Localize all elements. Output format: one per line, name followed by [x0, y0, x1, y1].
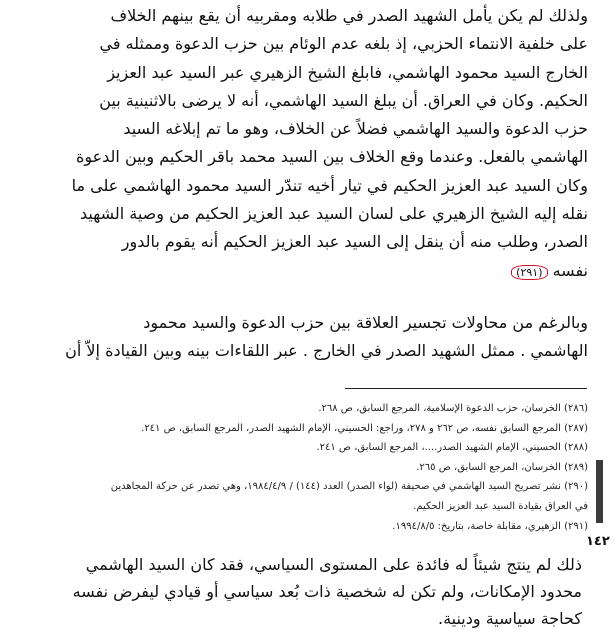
text-line: حزب الدعوة والسيد الهاشمي فضلاً عن الخلاف، وهو ما تم إبلاغه السيد: [123, 119, 588, 139]
text-line: الهاشمي . ممثل الشهيد الصدر في الخارج . عبر اللقاءات بينه وبين القيادة إلاّ أن: [65, 341, 588, 361]
footnote: (٢٨٧) المرجع السابق نفسه، ص ٢٦٢ و ٢٧٨، وراجع: الحسيني، الإمام الشهيد الصدر، المرجع السابق، ص ٢٤١.: [141, 422, 588, 434]
footnote: (٢٨٩) الخرسان، المرجع السابق، ص ٢٦٥.: [416, 461, 588, 473]
text-line: الصدر، وطلب منه أن ينقل إلى السيد عبد العزيز الحكيم أنه يقوم بالدور: [121, 232, 588, 252]
footnote: (٢٨٦) الخرسان، حزب الدعوة الإسلامية، المرجع السابق، ص ٢٦٨.: [318, 403, 588, 414]
text-line: ذلك لم ينتج شيئاً له فائدة على المستوى السياسي، فقد كان السيد الهاشمي: [85, 555, 582, 574]
footnote-reference[interactable]: (٢٩١): [511, 265, 547, 280]
text-line: ولذلك لم يكن يأمل الشهيد الصدر في طلابه ومقربيه أن يقع بينهم الخلاف: [110, 6, 588, 25]
text-line: كحاجة سياسية ودينية.: [437, 609, 582, 628]
text-line: الخارج السيد محمود الهاشمي، فابلغ الشيخ الزهيري عبر السيد عبد العزيز: [107, 62, 588, 82]
next-page-paragraph: [14, 551, 582, 632]
second-paragraph: [14, 309, 588, 366]
text-line: نقله إليه الشيخ الزهيري على لسان السيد عبد العزيز الحكيم من وصية الشهيد: [79, 204, 588, 224]
text-line-last: [14, 257, 588, 287]
footnote: في العراق بقيادة السيد عبد العزيز الحكيم.: [413, 500, 588, 512]
footnote: (٢٩٠) نشر تصريح السيد الهاشمي في صحيفة (لواء الصدر) العدد (١٤٤) / ١٩٨٤/٤/٩، وهي تصدر عن حركة المجاهدين: [110, 481, 588, 493]
text-line: محدود الإمكانات، ولم تكن له شخصية ذات بُعد سياسي أو قيادي ليفرض نفسه: [72, 582, 582, 601]
footnote-divider: [345, 388, 587, 389]
text-line: الحكيم. وكان في العراق. أن يبلغ السيد الهاشمي، أنه لا يرضى بالاثنينية بين: [99, 90, 588, 110]
main-paragraph: [14, 2, 588, 287]
text-line: وكان السيد عبد العزيز الحكيم في تيار أخيه تندّر السيد محمود الهاشمي على ما: [71, 175, 588, 195]
footnotes: [14, 399, 588, 536]
page-edge-marker: [596, 460, 603, 523]
text-line: على خلفية الانتماء الحزبي، إذ بلغه عدم الوئام بين حزب الدعوة وممثله في: [99, 34, 588, 54]
text-line: الهاشمي بالفعل. وعندما وقع الخلاف بين السيد محمد باقر الحكيم وبين الدعوة: [75, 147, 588, 167]
footnote: (٢٩١) الزهيري، مقابلة خاصة، بتاريخ: ١٩٩٤/٨/٥.: [392, 520, 588, 532]
footnote: (٢٨٨) الحسيني، الإمام الشهيد الصدر....، المرجع السابق، ص ٢٤١.: [316, 442, 588, 454]
last-line-text: نفسه: [552, 260, 588, 280]
text-line: وبالرغم من محاولات تجسير العلاقة بين حزب الدعوة والسيد محمود: [143, 313, 588, 332]
page-number: ١٤٢: [586, 534, 610, 549]
